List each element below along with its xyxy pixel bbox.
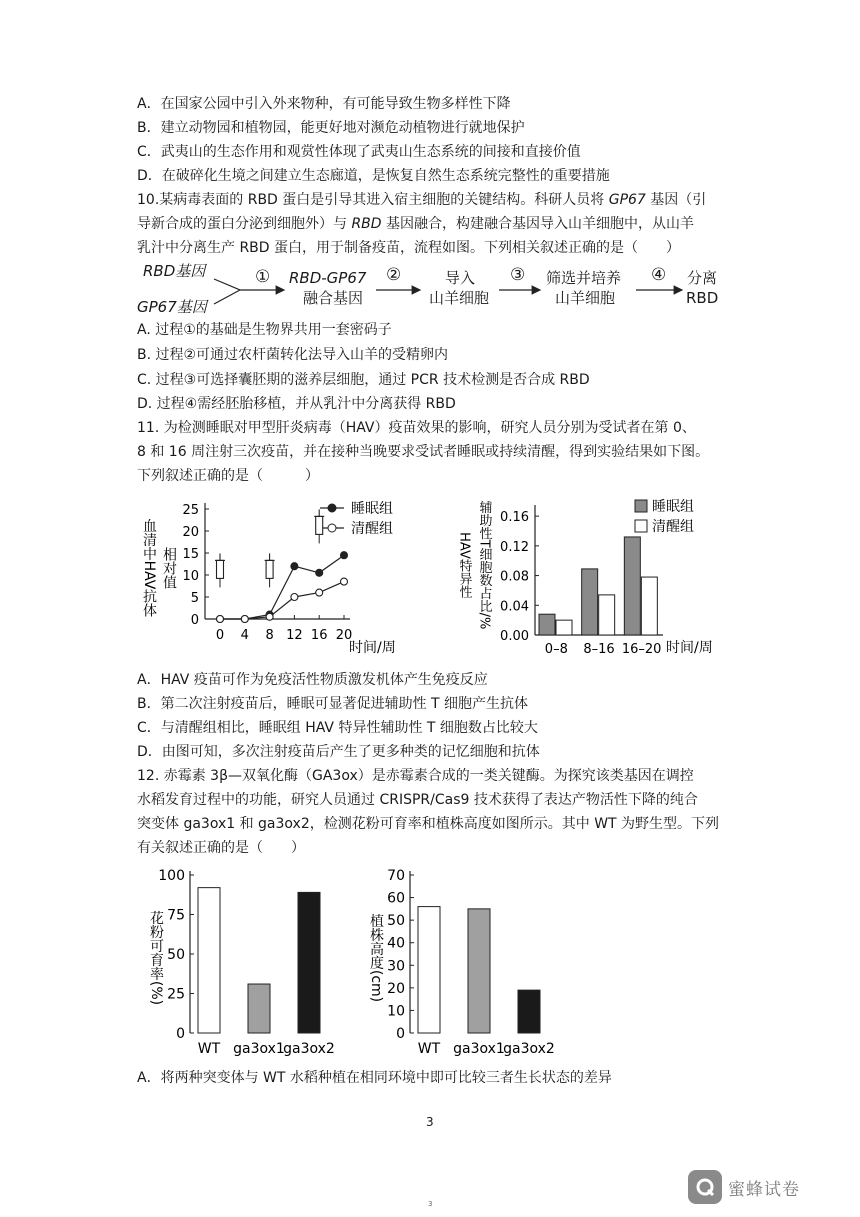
page-number: 3 — [426, 1115, 434, 1129]
flow-step-4: ④ — [651, 265, 667, 285]
chart-hav-antibody — [135, 490, 435, 665]
flow-goat-label2: 山羊细胞 — [429, 289, 490, 307]
q9-option-b: B．建立动物园和植物园，能更好地对濒危动植物进行就地保护 — [137, 120, 525, 136]
height-ytick-label: 70 — [387, 868, 405, 884]
q10-stem-line2: 导新合成的蛋白分泌到细胞外）与 RBD 基因融合，构建融合基因导入山羊细胞中，从山羊 — [137, 216, 695, 232]
chart-pollen-fertility — [140, 862, 350, 1062]
line-chart-xtick-label: 20 — [335, 628, 353, 643]
pollen-ytick-label: 0 — [176, 1026, 185, 1042]
pollen-ytick-label: 25 — [167, 986, 185, 1003]
bar-legend-swatch — [635, 500, 647, 512]
q11-stem-line3: 下列叙述正确的是（ ） — [137, 468, 319, 484]
flow-merge-lines — [214, 279, 240, 304]
height-ytick-label: 50 — [387, 913, 405, 930]
bar-chart-xlabel: 时间/周 — [666, 640, 713, 656]
flow-screen-label1: 筛选并培养 — [546, 269, 622, 287]
legend-label-sleep: 睡眠组 — [351, 501, 393, 517]
q11-option-b: B．第二次注射疫苗后，睡眠可显著促进辅助性 T 细胞产生抗体 — [137, 696, 529, 712]
height-ytick-label: 60 — [387, 890, 405, 907]
chart-hav-tcell — [450, 490, 730, 665]
q9-option-c: C．武夷山的生态作用和观赏性体现了武夷山生态系统的间接和直接价值 — [137, 144, 581, 160]
pollen-xtick-label: WT — [197, 1041, 221, 1057]
flow-arrows — [0, 0, 860, 330]
watermark — [688, 1170, 800, 1204]
line-chart-ytick-label: 0 — [190, 613, 199, 628]
q11-stem-line2: 8 和 16 周注射三次疫苗，并在接种当晚要求受试者睡眠或持续清醒，得到实验结果如下图。 — [137, 444, 710, 460]
line-chart-xtick-label: 8 — [265, 628, 274, 643]
q12-stem-line4: 有关叙述正确的是（ ） — [137, 840, 305, 856]
bar-chart-xtick-label: 16–20 — [621, 642, 662, 657]
line-chart-ytick-label: 10 — [182, 569, 199, 584]
q10-option-b: B. 过程②可通过农杆菌转化法导入山羊的受精卵内 — [137, 347, 449, 363]
q11-stem-line1: 11. 为检测睡眠对甲型肝炎病毒（HAV）疫苗效果的影响，研究人员分别为受试者在第 0、 — [137, 420, 696, 436]
syringe-icon — [217, 560, 224, 578]
flow-fusion-label2: 融合基因 — [303, 289, 364, 307]
flow-sep-label2: RBD — [686, 289, 719, 307]
height-ytick-label: 0 — [396, 1026, 405, 1042]
bar-sleep-2 — [624, 537, 640, 635]
bar-chart-ylabel-2: 辅助性T细胞数占比/% — [476, 500, 492, 630]
line-point-awake — [316, 589, 323, 596]
bar-chart-ytick-label: 0.12 — [500, 539, 529, 555]
line-point-sleep — [341, 552, 348, 559]
q12-stem-line2: 水稻发育过程中的功能，研究人员通过 CRISPR/Cas9 技术获得了表达产物活性下降的纯合 — [137, 792, 698, 808]
flow-gene-rbd: RBD基因 — [143, 262, 206, 280]
line-chart-plot — [182, 503, 352, 643]
q10-option-a: A. 过程①的基础是生物界共用一套密码子 — [137, 322, 392, 338]
pollen-bar-ga3ox2 — [298, 892, 320, 1033]
q10-stem-line1: 10.某病毒表面的 RBD 蛋白是引导其进入宿主细胞的关键结构。科研人员将 GP67 基因（引 — [137, 192, 707, 208]
bar-awake-2 — [641, 577, 657, 635]
line-point-sleep — [291, 563, 298, 570]
bar-sleep-1 — [582, 569, 598, 635]
q9-option-a: A．在国家公园中引入外来物种，有可能导致生物多样性下降 — [137, 96, 511, 112]
height-bar-ga3ox1 — [468, 909, 490, 1033]
q12-stem-line3: 突变体 ga3ox1 和 ga3ox2，检测花粉可育率和植株高度如图所示。其中 WT 为野生型。下列 — [137, 816, 720, 832]
bar-chart-xtick-label: 8–16 — [583, 642, 615, 657]
flow-sep-label1: 分离 — [687, 269, 718, 287]
pollen-xtick-label: ga3ox1 — [233, 1041, 285, 1057]
bar-chart-ylabel-1: HAV特异性 — [456, 532, 472, 598]
height-chart-plot — [387, 868, 555, 1057]
line-chart-ytick-label: 5 — [190, 591, 199, 606]
pollen-ytick-label: 100 — [158, 868, 185, 884]
pollen-ytick-label: 75 — [167, 907, 185, 924]
flow-gene-gp67: GP67基因 — [137, 298, 207, 316]
bar-awake-0 — [556, 620, 572, 635]
height-ytick-label: 10 — [387, 1003, 405, 1020]
height-chart-ylabel: 植株高度(cm) — [368, 913, 384, 1003]
line-series-sleep — [220, 555, 344, 619]
legend-marker — [328, 504, 336, 512]
flow-step-3: ③ — [510, 265, 526, 285]
height-ytick-label: 20 — [387, 980, 405, 997]
flow-screen-label2: 山羊细胞 — [555, 289, 616, 307]
line-chart-xtick-label: 0 — [215, 628, 225, 643]
height-xtick-label: ga3ox2 — [503, 1041, 555, 1057]
flow-step-1: ① — [255, 267, 271, 287]
line-chart-xtick-label: 12 — [286, 628, 303, 643]
pollen-bar-WT — [198, 888, 220, 1033]
height-bar-ga3ox2 — [518, 990, 540, 1033]
bar-chart-xtick-label: 0–8 — [544, 642, 568, 657]
chart-plant-height — [360, 862, 570, 1062]
height-ytick-label: 40 — [387, 935, 405, 952]
q10-option-d: D. 过程④需经胚胎移植，并从乳汁中分离获得 RBD — [137, 396, 456, 412]
syringe-icon — [266, 560, 273, 578]
bar-legend-label-sleep: 睡眠组 — [652, 499, 694, 515]
line-chart-xtick-label: 4 — [240, 628, 249, 643]
syringe-icon — [316, 516, 323, 534]
bar-awake-1 — [599, 595, 615, 635]
pollen-chart-ylabel: 花粉可育率(%) — [148, 910, 164, 1006]
q11-option-c: C．与清醒组相比，睡眠组 HAV 特异性辅助性 T 细胞数占比较大 — [137, 720, 538, 736]
page-number-small: 3 — [428, 1200, 433, 1208]
bar-chart-ytick-label: 0.16 — [500, 510, 529, 526]
legend-marker — [328, 524, 336, 532]
q11-option-d: D．由图可知，多次注射疫苗后产生了更多种类的记忆细胞和抗体 — [137, 744, 540, 760]
flow-goat-label1: 导入 — [445, 269, 476, 287]
q11-option-a: A．HAV 疫苗可作为免疫活性物质激发机体产生免疫反应 — [137, 672, 488, 688]
pollen-chart-plot — [158, 868, 335, 1057]
line-chart-ytick-label: 25 — [182, 503, 199, 518]
line-chart-legend — [320, 501, 393, 537]
line-point-sleep — [316, 569, 323, 576]
line-series-awake — [220, 582, 344, 619]
line-chart-xlabel: 时间/周 — [349, 640, 396, 656]
pollen-bar-ga3ox1 — [248, 984, 270, 1033]
legend-label-awake: 清醒组 — [351, 521, 393, 537]
bar-sleep-0 — [539, 614, 555, 635]
line-chart-ylabel-1: 血清中HAV抗体 — [141, 518, 157, 618]
q10-stem-line3: 乳汁中分离生产 RBD 蛋白，用于制备疫苗，流程如图。下列相关叙述正确的是（ ） — [137, 240, 681, 256]
bar-chart-ytick-label: 0.08 — [500, 569, 529, 585]
q12-stem-line1: 12. 赤霉素 3β—双氧化酶（GA3ox）是赤霉素合成的一类关键酶。为探究该类基因在调控 — [137, 768, 694, 784]
flow-fusion-label1: RBD-GP67 — [289, 269, 367, 287]
line-chart-xtick-label: 16 — [310, 628, 328, 643]
pollen-ytick-label: 50 — [167, 947, 185, 963]
line-point-awake — [217, 616, 224, 623]
q9-option-d: D．在破碎化生境之间建立生态廊道，是恢复自然生态系统完整性的重要措施 — [137, 168, 610, 184]
line-point-awake — [241, 616, 248, 623]
bar-chart-plot — [500, 499, 694, 657]
bar-legend-label-awake: 清醒组 — [652, 519, 694, 535]
flow-step-2: ② — [386, 265, 402, 285]
height-xtick-label: WT — [417, 1041, 441, 1057]
line-point-awake — [291, 594, 298, 601]
line-chart-ytick-label: 20 — [182, 525, 199, 540]
bar-legend-swatch — [635, 520, 647, 532]
line-point-awake — [266, 613, 273, 620]
line-chart-ytick-label: 15 — [182, 547, 199, 562]
line-point-awake — [341, 578, 348, 585]
height-ytick-label: 30 — [387, 958, 405, 975]
height-bar-WT — [418, 907, 440, 1033]
watermark-logo-icon — [688, 1170, 722, 1204]
bar-chart-ytick-label: 0.00 — [500, 629, 529, 644]
bar-chart-ytick-label: 0.04 — [500, 599, 529, 615]
q12-option-a: A．将两种突变体与 WT 水稻种植在相同环境中即可比较三者生长状态的差异 — [137, 1070, 612, 1086]
q10-option-c: C. 过程③可选择囊胚期的滋养层细胞，通过 PCR 技术检测是否合成 RBD — [137, 372, 590, 388]
height-xtick-label: ga3ox1 — [453, 1041, 505, 1057]
watermark-text: 蜜蜂试卷 — [728, 1179, 800, 1200]
pollen-xtick-label: ga3ox2 — [283, 1041, 335, 1057]
line-chart-ylabel-2: 相对值 — [161, 547, 177, 589]
